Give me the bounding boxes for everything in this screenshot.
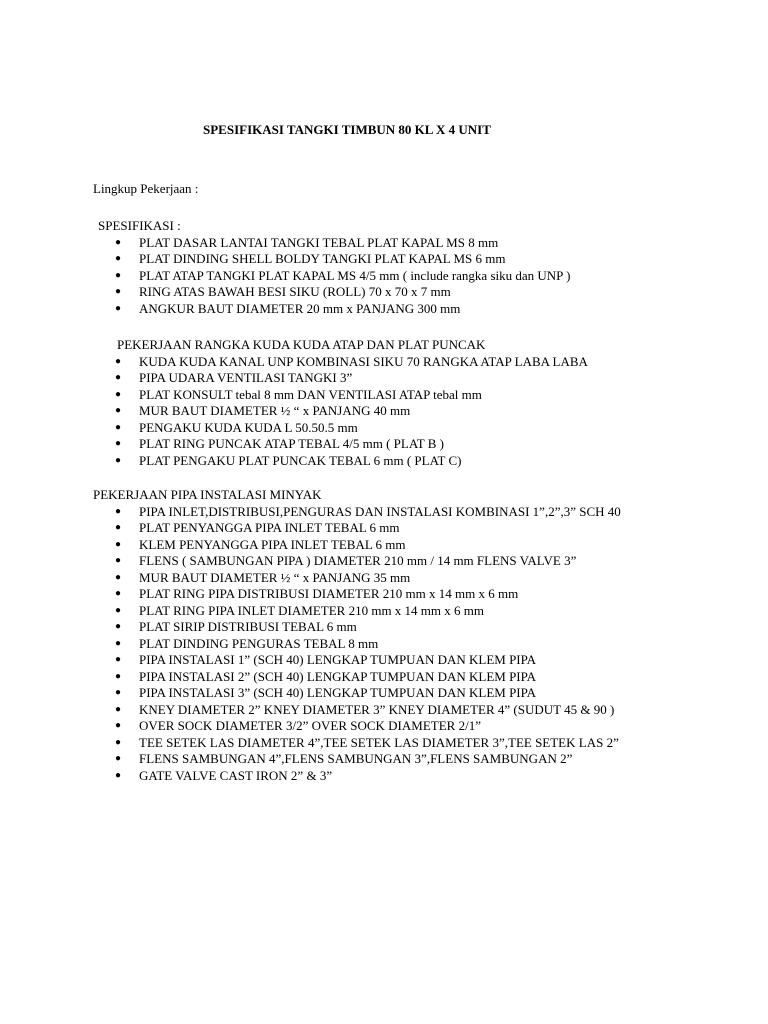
bullet-icon: ● xyxy=(115,571,122,583)
list-item-text: PLAT KONSULT tebal 8 mm DAN VENTILASI ATAP tebal mm xyxy=(139,386,482,402)
bullet-icon: ● xyxy=(115,670,122,682)
bullet-icon: ● xyxy=(115,720,122,731)
bullet-icon: ● xyxy=(115,736,122,748)
bullet-icon: ● xyxy=(115,269,122,281)
list-item xyxy=(115,537,621,554)
list-item xyxy=(115,504,621,521)
list-item xyxy=(115,669,621,686)
bullet-icon: ● xyxy=(115,302,122,314)
bullet-icon: ● xyxy=(115,555,122,566)
list-item xyxy=(115,301,571,318)
bullet-icon: ● xyxy=(115,654,122,665)
section-heading: PEKERJAAN RANGKA KUDA KUDA ATAP DAN PLAT PUNCAK xyxy=(117,337,486,352)
bullet-icon: ● xyxy=(115,538,122,550)
bullet-icon: ● xyxy=(115,253,122,264)
list-item xyxy=(115,768,621,785)
bullet-icon: ● xyxy=(115,703,122,715)
list-item-text: OVER SOCK DIAMETER 3/2” OVER SOCK DIAMETER 2/1” xyxy=(139,718,481,733)
list-item-text: PIPA INSTALASI 2” (SCH 40) LENGKAP TUMPUAN DAN KLEM PIPA xyxy=(139,668,537,684)
list-item xyxy=(115,702,621,719)
section-rangka-kuda-kuda xyxy=(117,337,588,469)
bullet-icon: ● xyxy=(115,505,122,517)
list-item-text: PLAT DINDING SHELL BOLDY TANGKI PLAT KAPAL MS 6 mm xyxy=(139,251,506,266)
list-item-text: PIPA UDARA VENTILASI TANGKI 3” xyxy=(139,370,353,385)
list-item-text: PLAT PENYANGGA PIPA INLET TEBAL 6 mm xyxy=(139,520,400,535)
list-item xyxy=(115,251,571,268)
list-item-text: KNEY DIAMETER 2” KNEY DIAMETER 3” KNEY DIAMETER 4” (SUDUT 45 & 90 ) xyxy=(139,701,615,717)
bullet-icon: ● xyxy=(115,438,122,449)
list-item xyxy=(115,370,588,387)
list-item xyxy=(115,436,588,453)
list-item-text: PLAT DASAR LANTAI TANGKI TEBAL PLAT KAPAL MS 8 mm xyxy=(139,234,499,250)
list-item-text: TEE SETEK LAS DIAMETER 4”,TEE SETEK LAS DIAMETER 3”,TEE SETEK LAS 2” xyxy=(139,734,619,750)
list-item xyxy=(115,652,621,669)
list-item xyxy=(115,603,621,620)
list-item-text: MUR BAUT DIAMETER ½ “ x PANJANG 35 mm xyxy=(139,569,411,585)
item-list xyxy=(115,504,621,785)
list-item-text: PLAT RING PIPA INLET DIAMETER 210 mm x 14 mm x 6 mm xyxy=(139,602,485,618)
section-heading: PEKERJAAN PIPA INSTALASI MINYAK xyxy=(93,487,322,502)
list-item-text: GATE VALVE CAST IRON 2” & 3” xyxy=(139,767,333,783)
item-list xyxy=(115,235,571,318)
list-item-text: FLENS SAMBUNGAN 4”,FLENS SAMBUNGAN 3”,FLENS SAMBUNGAN 2” xyxy=(139,751,573,766)
list-item xyxy=(115,751,621,768)
bullet-icon: ● xyxy=(115,604,122,616)
section-pipa-instalasi xyxy=(93,487,621,784)
bullet-icon: ● xyxy=(115,769,122,781)
list-item xyxy=(115,354,588,371)
list-item xyxy=(115,403,588,420)
list-item xyxy=(115,387,588,404)
list-item-text: PLAT RING PIPA DISTRIBUSI DIAMETER 210 mm x 14 mm x 6 mm xyxy=(139,586,519,601)
scope-label: Lingkup Pekerjaan : xyxy=(93,181,199,196)
list-item-text: PLAT PENGAKU PLAT PUNCAK TEBAL 6 mm ( PLAT C) xyxy=(139,452,462,468)
list-item-text: PIPA INSTALASI 3” (SCH 40) LENGKAP TUMPUAN DAN KLEM PIPA xyxy=(139,685,537,700)
list-item-text: KLEM PENYANGGA PIPA INLET TEBAL 6 mm xyxy=(139,536,406,552)
bullet-icon: ● xyxy=(115,621,122,632)
list-item-text: PLAT RING PUNCAK ATAP TEBAL 4/5 mm ( PLAT B ) xyxy=(139,436,444,451)
bullet-icon: ● xyxy=(115,388,122,400)
bullet-icon: ● xyxy=(115,286,122,297)
list-item xyxy=(115,553,621,570)
document-title: SPESIFIKASI TANGKI TIMBUN 80 KL X 4 UNIT xyxy=(203,122,491,137)
bullet-icon: ● xyxy=(115,753,122,764)
list-item xyxy=(115,420,588,437)
list-item xyxy=(115,235,571,252)
bullet-icon: ● xyxy=(115,405,122,416)
list-item-text: RING ATAS BAWAH BESI SIKU (ROLL) 70 x 70 x 7 mm xyxy=(139,284,451,299)
list-item xyxy=(115,619,621,636)
list-item-text: FLENS ( SAMBUNGAN PIPA ) DIAMETER 210 mm / 14 mm FLENS VALVE 3” xyxy=(139,553,577,568)
list-item xyxy=(115,586,621,603)
list-item-text: ANGKUR BAUT DIAMETER 20 mm x PANJANG 300 mm xyxy=(139,300,461,316)
list-item-text: PIPA INSTALASI 1” (SCH 40) LENGKAP TUMPUAN DAN KLEM PIPA xyxy=(139,652,537,667)
list-item-text: MUR BAUT DIAMETER ½ “ x PANJANG 40 mm xyxy=(139,403,411,418)
list-item xyxy=(115,520,621,537)
bullet-icon: ● xyxy=(115,355,122,367)
list-item xyxy=(115,636,621,653)
bullet-icon: ● xyxy=(115,236,122,248)
bullet-icon: ● xyxy=(115,588,122,599)
list-item-text: KUDA KUDA KANAL UNP KOMBINASI SIKU 70 RANGKA ATAP LABA LABA xyxy=(139,353,588,369)
list-item xyxy=(115,453,588,470)
bullet-icon: ● xyxy=(115,687,122,698)
list-item xyxy=(115,284,571,301)
bullet-icon: ● xyxy=(115,454,122,466)
list-item xyxy=(115,735,621,752)
list-item-text: PLAT DINDING PENGURAS TEBAL 8 mm xyxy=(139,635,379,651)
list-item xyxy=(115,268,571,285)
list-item-text: PENGAKU KUDA KUDA L 50.50.5 mm xyxy=(139,419,358,435)
bullet-icon: ● xyxy=(115,637,122,649)
list-item xyxy=(115,570,621,587)
list-item-text: PLAT SIRIP DISTRIBUSI TEBAL 6 mm xyxy=(139,619,357,634)
list-item-text: PLAT ATAP TANGKI PLAT KAPAL MS 4/5 mm ( include rangka siku dan UNP ) xyxy=(139,267,571,283)
item-list xyxy=(115,354,588,470)
list-item-text: PIPA INLET,DISTRIBUSI,PENGURAS DAN INSTALASI KOMBINASI 1”,2”,3” SCH 40 xyxy=(139,503,621,519)
section-heading: SPESIFIKASI : xyxy=(98,218,181,233)
list-item xyxy=(115,685,621,702)
bullet-icon: ● xyxy=(115,421,122,433)
bullet-icon: ● xyxy=(115,372,122,383)
bullet-icon: ● xyxy=(115,522,122,533)
list-item xyxy=(115,718,621,735)
section-spesifikasi xyxy=(98,218,571,317)
